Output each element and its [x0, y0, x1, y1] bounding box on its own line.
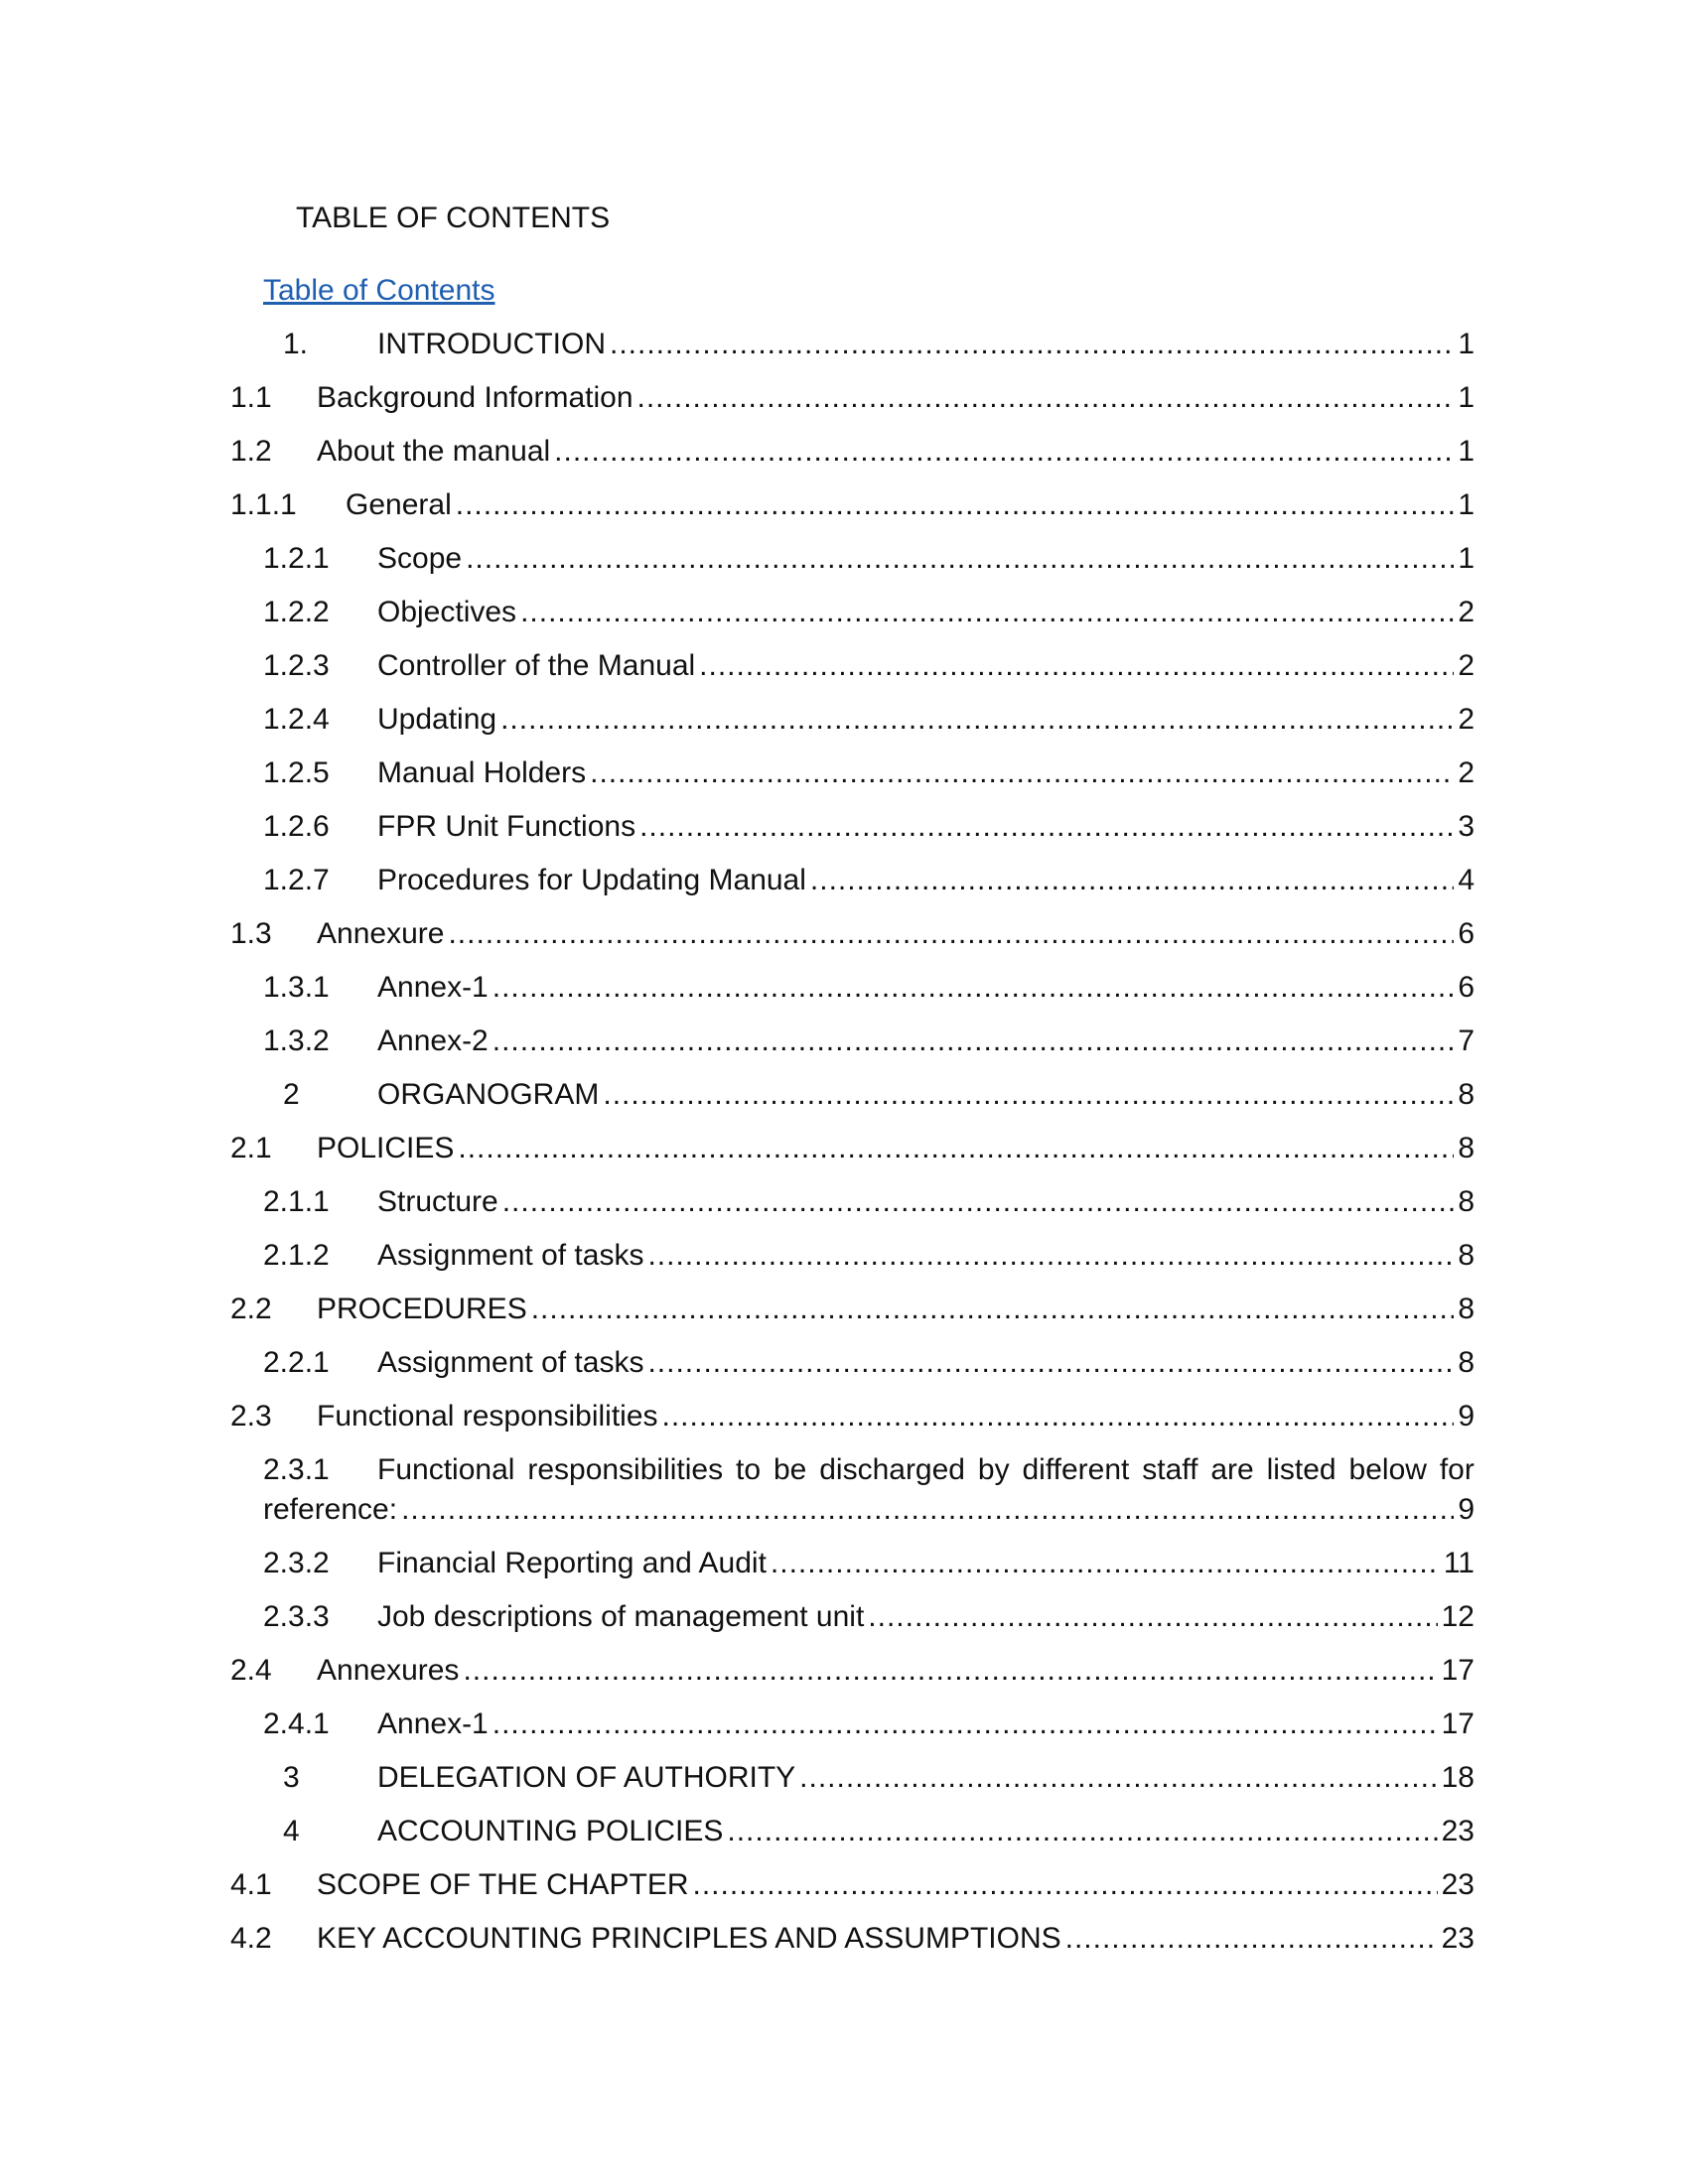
toc-entry-title: Annex-2 — [377, 1024, 489, 1057]
page-title: TABLE OF CONTENTS — [296, 202, 611, 234]
toc-entry-number: 2.1.1 — [263, 1185, 330, 1218]
toc-entry-page: 9 — [1458, 1400, 1475, 1433]
dot-leader — [868, 1597, 1437, 1637]
toc-entry-number: 1.2.7 — [263, 864, 330, 896]
toc-entry-title: General — [346, 488, 452, 521]
dot-leader — [799, 1758, 1437, 1798]
toc-entry[interactable] — [283, 325, 1475, 364]
toc-entry-title: ORGANOGRAM — [377, 1078, 600, 1111]
toc-entry-page: 6 — [1458, 917, 1475, 950]
toc-entry-title: Scope — [377, 542, 463, 575]
dot-leader — [492, 1705, 1438, 1744]
toc-entry-page: 2 — [1458, 756, 1475, 789]
toc-entry-title: About the manual — [317, 435, 551, 468]
toc-entry-title: KEY ACCOUNTING PRINCIPLES AND ASSUMPTIONS — [317, 1922, 1061, 1955]
toc-entry-title: Objectives — [377, 596, 517, 628]
toc-entry-page: 17 — [1441, 1654, 1475, 1687]
toc-entry-title: FPR Unit Functions — [377, 810, 636, 843]
dot-leader — [699, 646, 1454, 686]
toc-entry-number: 1.1.1 — [230, 488, 297, 521]
toc-entry-number: 2.4 — [230, 1654, 272, 1687]
toc-entry[interactable] — [263, 1705, 1475, 1744]
toc-entry-number: 1.2.1 — [263, 542, 330, 575]
toc-entry-title: SCOPE OF THE CHAPTER — [317, 1868, 689, 1901]
dot-leader — [771, 1544, 1440, 1583]
toc-entry-number: 2.1.2 — [263, 1239, 330, 1272]
toc-entry-title: Assignment of tasks — [377, 1239, 644, 1272]
dot-leader — [502, 1182, 1455, 1222]
toc-title-word: are — [1210, 1453, 1254, 1486]
dot-leader — [500, 700, 1454, 740]
toc-entry-number: 1.2.4 — [263, 703, 330, 736]
toc-title-word: for — [1439, 1453, 1475, 1486]
toc-entry-page: 1 — [1458, 435, 1475, 468]
toc-entry-page: 23 — [1441, 1868, 1475, 1901]
toc-entry[interactable] — [263, 646, 1475, 686]
toc-title-word: below — [1348, 1453, 1427, 1486]
toc-entry-page: 8 — [1458, 1239, 1475, 1272]
toc-entry-number: 1.2.2 — [263, 596, 330, 628]
toc-entry-number: 2.2.1 — [263, 1346, 330, 1379]
toc-entry[interactable] — [263, 593, 1475, 632]
toc-entry-title — [377, 1450, 1475, 1490]
toc-entry[interactable] — [230, 1290, 1475, 1329]
toc-entry-page: 7 — [1458, 1024, 1475, 1057]
toc-entry-number: 4 — [283, 1815, 300, 1847]
toc-entry-title: DELEGATION OF AUTHORITY — [377, 1761, 796, 1794]
toc-entry-page: 8 — [1458, 1346, 1475, 1379]
toc-entry[interactable] — [263, 700, 1475, 740]
toc-entry-page: 8 — [1458, 1293, 1475, 1325]
dot-leader — [531, 1290, 1455, 1329]
dot-leader — [590, 753, 1454, 793]
toc-entry-number: 2.3.1 — [263, 1453, 330, 1486]
toc-entry[interactable] — [230, 1129, 1475, 1168]
dot-leader — [639, 807, 1454, 847]
dot-leader — [448, 914, 1454, 954]
toc-entry-number: 2 — [283, 1078, 300, 1111]
toc-entry-number: 1.2.5 — [263, 756, 330, 789]
dot-leader — [647, 1343, 1454, 1383]
toc-entry[interactable] — [283, 1758, 1475, 1798]
toc-entry-number: 4.1 — [230, 1868, 272, 1901]
toc-entry-number: 4.2 — [230, 1922, 272, 1955]
toc-entry-title-continued: reference: — [263, 1493, 398, 1526]
toc-entry-number: 1.2.6 — [263, 810, 330, 843]
toc-title-word: responsibilities — [527, 1453, 724, 1486]
toc-entry-title: Annexure — [317, 917, 445, 950]
toc-entry-title: POLICIES — [317, 1132, 455, 1164]
toc-entry[interactable] — [230, 432, 1475, 472]
toc-entry-page: 2 — [1458, 703, 1475, 736]
toc-title-word: to — [736, 1453, 762, 1486]
dot-leader — [401, 1490, 1454, 1530]
toc-entry-page: 2 — [1458, 649, 1475, 682]
dot-leader — [810, 861, 1454, 900]
toc-entry-number: 1.3 — [230, 917, 272, 950]
dot-leader — [456, 485, 1455, 525]
toc-entry-page: 8 — [1458, 1132, 1475, 1164]
toc-entry-number: 1. — [283, 328, 309, 360]
dot-leader — [458, 1129, 1454, 1168]
toc-entry-page: 3 — [1458, 810, 1475, 843]
toc-entry-page: 17 — [1441, 1707, 1475, 1740]
toc-entry-page: 1 — [1458, 381, 1475, 414]
toc-entry[interactable] — [263, 807, 1475, 847]
toc-entry-title: Financial Reporting and Audit — [377, 1547, 767, 1579]
dot-leader — [693, 1865, 1438, 1905]
toc-entry-title: Job descriptions of management unit — [377, 1600, 865, 1633]
toc-entry[interactable] — [263, 753, 1475, 793]
toc-title-word: discharged — [819, 1453, 965, 1486]
toc-title-word: Functional — [377, 1453, 515, 1486]
toc-entry-title: Updating — [377, 703, 497, 736]
toc-entry-page: 12 — [1441, 1600, 1475, 1633]
dot-leader — [520, 593, 1454, 632]
toc-entry-title: Controller of the Manual — [377, 649, 696, 682]
toc-entry[interactable] — [263, 1544, 1475, 1583]
toc-entry[interactable] — [263, 1450, 1475, 1530]
dot-leader — [662, 1397, 1455, 1436]
toc-entry-number: 2.3.2 — [263, 1547, 330, 1579]
toc-entry[interactable] — [230, 378, 1475, 418]
toc-entry-title: INTRODUCTION — [377, 328, 606, 360]
toc-title-word: different — [1022, 1453, 1130, 1486]
toc-entry[interactable] — [263, 539, 1475, 579]
toc-entry[interactable] — [230, 1651, 1475, 1691]
toc-entry[interactable] — [230, 1865, 1475, 1905]
toc-entry-title: Annexures — [317, 1654, 460, 1687]
toc-entry[interactable] — [263, 1597, 1475, 1637]
toc-entry-title: Background Information — [317, 381, 633, 414]
toc-entry[interactable] — [230, 1397, 1475, 1436]
toc-entry-title: Structure — [377, 1185, 498, 1218]
dot-leader — [466, 539, 1454, 579]
toc-entry[interactable] — [263, 861, 1475, 900]
dot-leader — [647, 1236, 1454, 1276]
dot-leader — [603, 1075, 1454, 1115]
toc-entry-number: 2.2 — [230, 1293, 272, 1325]
toc-entry-number: 1.1 — [230, 381, 272, 414]
toc-entry-title: Manual Holders — [377, 756, 587, 789]
toc-entry-page: 6 — [1458, 971, 1475, 1004]
toc-entry-page: 1 — [1458, 542, 1475, 575]
toc-entry-title: Functional responsibilities — [317, 1400, 658, 1433]
dot-leader — [610, 325, 1454, 364]
toc-entry[interactable] — [230, 485, 1475, 525]
dot-leader — [492, 1022, 1455, 1061]
toc-title-word: be — [773, 1453, 807, 1486]
dot-leader — [727, 1812, 1437, 1851]
toc-entry-title: Annex-1 — [377, 971, 489, 1004]
toc-entry-title: Procedures for Updating Manual — [377, 864, 806, 896]
toc-link[interactable]: Table of Contents — [263, 274, 495, 307]
toc-entry[interactable] — [263, 1343, 1475, 1383]
dot-leader — [463, 1651, 1437, 1691]
toc-entry-number: 2.4.1 — [263, 1707, 330, 1740]
dot-leader — [492, 968, 1455, 1008]
toc-title-word: by — [977, 1453, 1010, 1486]
toc-entry[interactable] — [283, 1812, 1475, 1851]
toc-entry-page: 11 — [1443, 1547, 1475, 1579]
dot-leader — [554, 432, 1454, 472]
toc-entry-number: 1.2 — [230, 435, 272, 468]
toc-entry-number: 1.3.1 — [263, 971, 330, 1004]
toc-entry-page: 1 — [1458, 488, 1475, 521]
toc-entry-page: 4 — [1458, 864, 1475, 896]
toc-entry[interactable] — [230, 1919, 1475, 1959]
toc-entry[interactable] — [230, 914, 1475, 954]
toc-entry-number: 2.1 — [230, 1132, 272, 1164]
toc-entry-number: 2.3 — [230, 1400, 272, 1433]
toc-entry-title: Annex-1 — [377, 1707, 489, 1740]
toc-entry-number: 3 — [283, 1761, 300, 1794]
dot-leader — [1065, 1919, 1438, 1959]
toc-entry-page: 23 — [1441, 1922, 1475, 1955]
toc-entry[interactable] — [263, 1182, 1475, 1222]
toc-entry-title: ACCOUNTING POLICIES — [377, 1815, 724, 1847]
toc-entry-title: Assignment of tasks — [377, 1346, 644, 1379]
toc-entry-page: 2 — [1458, 596, 1475, 628]
toc-entry-page: 18 — [1441, 1761, 1475, 1794]
toc-entry-page: 8 — [1458, 1078, 1475, 1111]
toc-entry-number: 1.3.2 — [263, 1024, 330, 1057]
toc-entry-number: 1.2.3 — [263, 649, 330, 682]
toc-entry[interactable] — [263, 968, 1475, 1008]
toc-entry-title: PROCEDURES — [317, 1293, 527, 1325]
toc-entry[interactable] — [263, 1236, 1475, 1276]
toc-entry[interactable] — [263, 1022, 1475, 1061]
toc-entry-page: 8 — [1458, 1185, 1475, 1218]
toc-title-word: staff — [1142, 1453, 1198, 1486]
toc-title-word: listed — [1266, 1453, 1336, 1486]
toc-entry-number: 2.3.3 — [263, 1600, 330, 1633]
toc-entry[interactable] — [283, 1075, 1475, 1115]
toc-entry-page: 23 — [1441, 1815, 1475, 1847]
toc-entry-page: 1 — [1458, 328, 1475, 360]
dot-leader — [637, 378, 1455, 418]
toc-entry-page: 9 — [1458, 1493, 1475, 1526]
